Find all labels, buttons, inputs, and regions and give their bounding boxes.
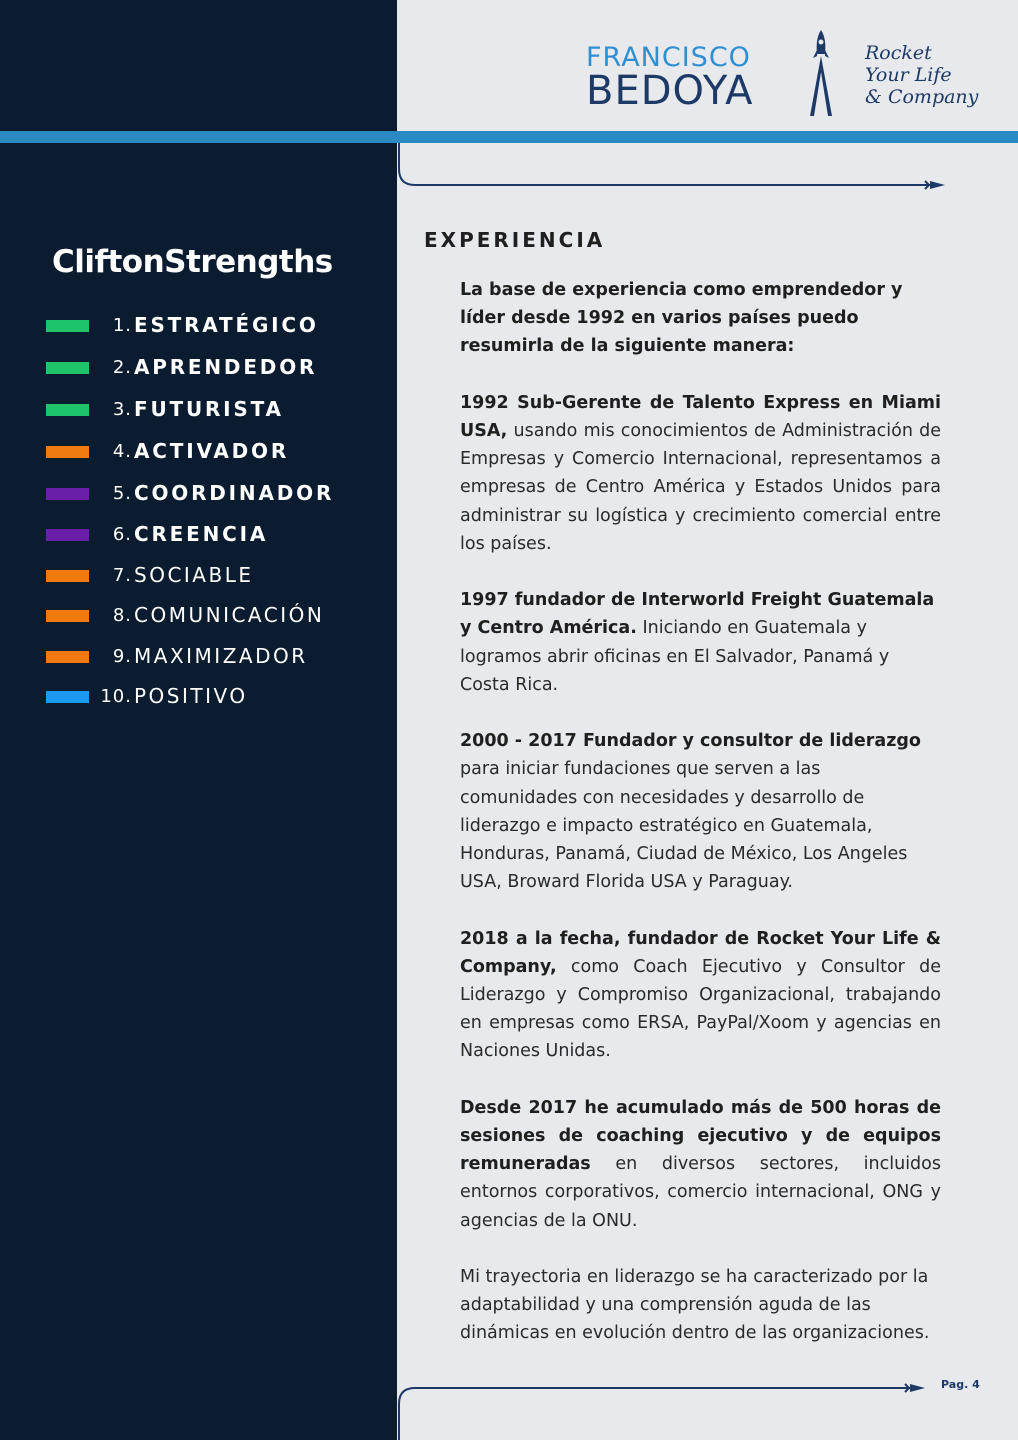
strength-name: ACTIVADOR	[134, 439, 290, 463]
strength-rank: 10.	[100, 686, 132, 707]
section-divider-top	[397, 143, 957, 195]
sidebar-panel	[0, 0, 397, 1440]
strength-name: ESTRATÉGICO	[134, 313, 319, 337]
experience-body	[460, 276, 941, 1376]
strength-name: FUTURISTA	[134, 397, 284, 421]
strength-rank: 2.	[112, 357, 132, 378]
strength-item	[0, 432, 397, 472]
strength-color-swatch	[46, 570, 89, 582]
strength-rank: 4.	[112, 441, 132, 462]
strength-item	[0, 637, 397, 677]
strength-rank: 1.	[112, 315, 132, 336]
logo-last-name: BEDOYA	[586, 68, 754, 114]
strength-color-swatch	[46, 446, 89, 458]
strength-item	[0, 390, 397, 430]
experience-entry: 2018 a la fecha, fundador de Rocket Your Life & Company, como Coach Ejecutivo y Consultor de Liderazgo y Compromiso Organizacional, trabajando en empresas como ERSA, PayPal/Xoom y agencias en Naciones Unidas.	[460, 928, 941, 1062]
strength-color-swatch	[46, 529, 89, 541]
page-number: Pag. 4	[941, 1378, 980, 1391]
strength-name: CREENCIA	[134, 522, 269, 546]
strength-name: APRENDEDOR	[134, 355, 318, 379]
strength-rank: 5.	[112, 483, 132, 504]
strength-item	[0, 474, 397, 514]
strength-rank: 7.	[112, 565, 132, 586]
strength-item	[0, 556, 397, 596]
strength-rank: 9.	[112, 646, 132, 667]
closing-paragraph: Mi trayectoria en liderazgo se ha caracterizado por la adaptabilidad y una comprensión aguda de las dinámicas en evolución dentro de las organizaciones.	[460, 1267, 930, 1344]
strength-color-swatch	[46, 651, 89, 663]
strength-name: MAXIMIZADOR	[134, 644, 308, 668]
strength-rank: 8.	[112, 605, 132, 626]
tagline-line: Your Life	[865, 64, 952, 86]
section-title: EXPERIENCIA	[424, 228, 606, 252]
logo-first-name: FRANCISCO	[586, 42, 751, 73]
experience-entry: 2000 - 2017 Fundador y consultor de liderazgo para iniciar fundaciones que serven a las comunidades con necesidades y desarrollo de liderazgo e impacto estratégico en Guatemala, Honduras, Panamá, Ciudad de México, Los Angeles USA, Broward Florida USA y Paraguay.	[460, 731, 921, 893]
section-divider-bottom	[397, 1366, 937, 1440]
strength-name: POSITIVO	[134, 684, 248, 708]
strength-color-swatch	[46, 488, 89, 500]
strength-item	[0, 515, 397, 555]
strength-color-swatch	[46, 610, 89, 622]
strength-item	[0, 596, 397, 636]
tagline-line: & Company	[865, 86, 979, 108]
strength-item	[0, 348, 397, 388]
experience-entry: 1992 Sub-Gerente de Talento Express en Miami USA, usando mis conocimientos de Administración de Empresas y Comercio Internacional, representamos a empresas de Centro América y Estados Unidos para administrar su logística y crecimiento comercial entre los países.	[460, 392, 941, 554]
strength-name: COMUNICACIÓN	[134, 603, 325, 627]
header-divider-bar	[0, 131, 1018, 143]
strength-color-swatch	[46, 404, 89, 416]
strength-name: COORDINADOR	[134, 481, 335, 505]
logo-tagline	[865, 42, 978, 108]
clifton-strengths-title: CliftonStrengths	[52, 244, 333, 280]
strength-item	[0, 677, 397, 717]
strength-name: SOCIABLE	[134, 563, 254, 587]
tagline-line: Rocket	[865, 42, 932, 64]
strength-rank: 6.	[112, 524, 132, 545]
experience-entry: 1997 fundador de Interworld Freight Guatemala y Centro América. Iniciando en Guatemala y logramos abrir oficinas en El Salvador, Panamá y Costa Rica.	[460, 590, 935, 695]
brand-logo	[586, 28, 986, 118]
rocket-icon	[808, 28, 834, 118]
strength-color-swatch	[46, 362, 89, 374]
strength-item	[0, 306, 397, 346]
strength-color-swatch	[46, 691, 89, 703]
experience-entry: Desde 2017 he acumulado más de 500 horas de sesiones de coaching ejecutivo y de equipos remuneradas en diversos sectores, incluidos entornos corporativos, comercio internacional, ONG y agencias de la ONU.	[460, 1097, 941, 1231]
intro-paragraph: La base de experiencia como emprendedor y líder desde 1992 en varios países puedo resumirla de la siguiente manera:	[460, 280, 903, 357]
strength-rank: 3.	[112, 399, 132, 420]
strength-color-swatch	[46, 320, 89, 332]
